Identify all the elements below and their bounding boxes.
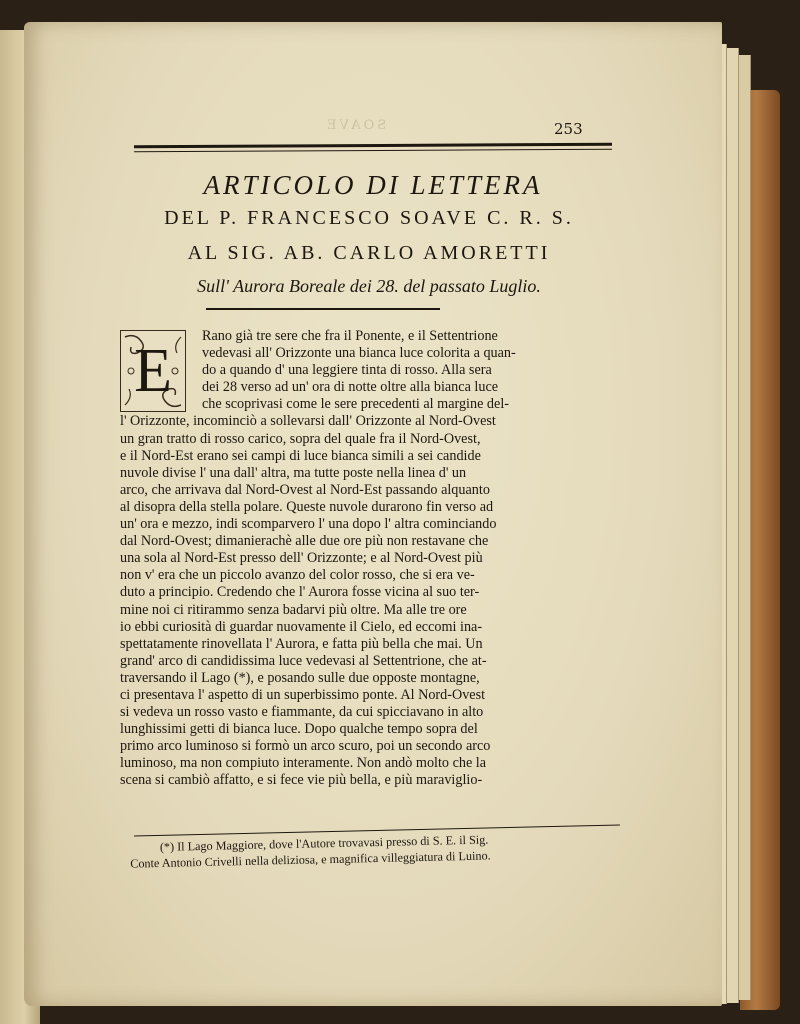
body-line: luminoso, ma non compiuto interamente. Non andò molto che la <box>120 755 487 772</box>
page-number: 253 <box>554 120 583 138</box>
body-line: primo arco luminoso si formò un arco scuro, poi un secondo arco <box>120 738 491 755</box>
initial-letter: E <box>134 336 172 405</box>
body-line: mine noi ci ritirammo senza badarvi più oltre. Ma alle tre ore <box>120 601 467 618</box>
body-line: Rano già tre sere che fra il Ponente, e il Settentrione <box>202 328 498 344</box>
body-line: scena si cambiò affatto, e si fece vie più bella, e più maraviglio- <box>120 772 483 789</box>
body-line: vedevasi all' Orizzonte una bianca luce colorita a quan- <box>202 345 516 362</box>
book-page <box>24 22 722 1006</box>
body-line: traversando il Lago (*), e posando sulle due opposte montagne, <box>120 669 480 686</box>
body-line: dal Nord-Ovest; dimanierachè alle due ore più non restavane che <box>120 533 489 550</box>
body-line: dei 28 verso ad un' ora di notte oltre alla bianca luce <box>202 379 499 396</box>
article-title: ARTICOLO DI LETTERA <box>203 170 543 200</box>
body-line: un' ora e mezzo, indi scomparvero l' una dopo l' altra cominciando <box>120 516 497 533</box>
body-line: una sola al Nord-Est presso dell' Orizzonte; e al Nord-Ovest più <box>120 550 483 567</box>
body-line: un gran tratto di rosso carico, sopra del quale fra il Nord-Ovest, <box>120 430 481 447</box>
body-line: lunghissimi getti di bianca luce. Dopo qualche tempo sopra del <box>120 721 478 738</box>
body-line: non v' era che un piccolo avanzo del color rosso, che si era ve- <box>120 567 475 584</box>
show-through-text: SOAVE <box>324 118 387 133</box>
body-line: l' Orizzonte, incominciò a sollevarsi dall' Orizzonte al Nord-Ovest <box>120 413 496 430</box>
body-line: nuvole divise l' una dall' altra, ma tutte poste nella linea d' un <box>120 464 467 481</box>
header-rule-thin <box>134 149 612 153</box>
body-line: al disopra della stella polare. Queste nuvole durarono fin verso ad <box>120 498 494 515</box>
article-body <box>120 328 624 790</box>
body-line: spettatamente rinovellata l' Aurora, e fatta più bella che mai. Un <box>120 635 483 652</box>
footnote-line: (*) Il Lago Maggiore, dove l'Autore trovavasi presso di S. E. il Sig. <box>159 832 489 854</box>
body-line: e il Nord-Est erano sei campi di luce bianca simili a sei candide <box>120 447 481 464</box>
recipient-line: AL SIG. AB. CARLO AMORETTI <box>187 242 551 264</box>
title-rule <box>206 308 440 310</box>
body-line: che scoprivasi come le sere precedenti al margine del- <box>202 396 509 413</box>
body-line: arco, che arrivava dal Nord-Ovest al Nord-Est passando alquanto <box>120 481 490 498</box>
body-line: si vedeva un rosso vasto e fiammante, da cui spicciavano in alto <box>120 704 484 721</box>
body-line: do a quando d' una leggiere tinta di rosso. Alla sera <box>202 362 492 379</box>
body-line: grand' arco di candidissima luce vedevasi al Settentrione, che at- <box>120 652 487 669</box>
body-line: io ebbi curiosità di guardar nuovamente il Cielo, ed eccomi ina- <box>120 618 483 635</box>
footnote-line: Conte Antonio Crivelli nella deliziosa, e magnifica villeggiatura di Luino. <box>130 848 491 871</box>
subject-line: Sull' Aurora Boreale dei 28. del passato Luglio. <box>197 276 541 296</box>
author-line: DEL P. FRANCESCO SOAVE C. R. S. <box>164 207 574 229</box>
header-rule <box>134 143 612 149</box>
body-line: ci presentava l' aspetto di un superbissimo ponte. Al Nord-Ovest <box>120 686 486 703</box>
body-line: duto a principio. Credendo che l' Aurora fosse vicina al suo ter- <box>120 584 480 601</box>
